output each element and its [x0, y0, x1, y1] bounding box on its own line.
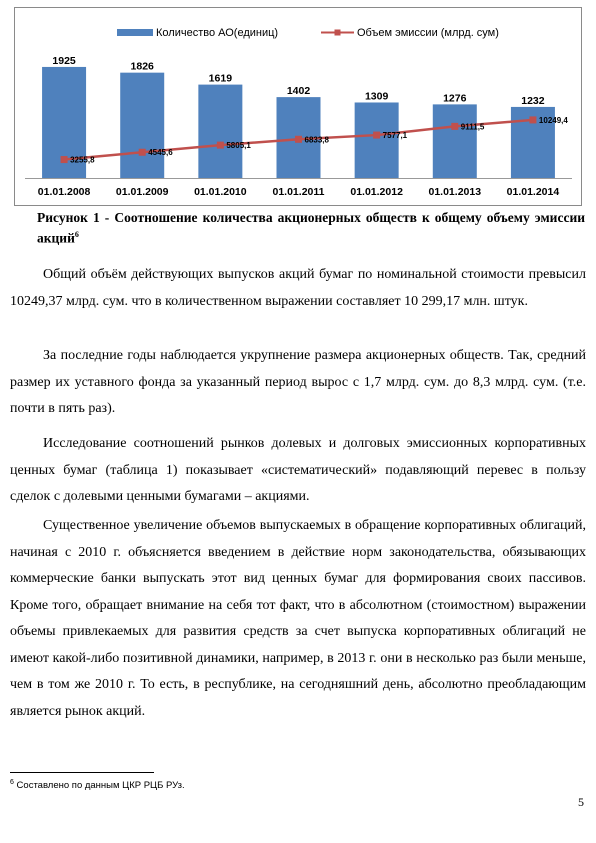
paragraph-2: За последние годы наблюдается укрупнение размера акционерных обществ. Так, средний размер их уставного фонда за указанный период вырос с 1,7 млрд. сум. до 8,3 млрд. сум. (т.е. почти в пять раз). — [10, 348, 586, 416]
page-number: 5 — [578, 795, 584, 809]
line-data-label: 7577,1 — [382, 131, 408, 141]
line-marker — [217, 142, 224, 149]
x-tick-label: 01.01.2010 — [194, 186, 247, 198]
bar-data-label: 1619 — [208, 72, 233, 85]
figure-caption — [37, 209, 585, 247]
legend-swatch-bar — [117, 29, 153, 36]
line-data-label: 4545,6 — [148, 148, 173, 158]
bar-data-label: 1309 — [364, 90, 389, 103]
bar-data-label: 1826 — [130, 60, 154, 73]
line-data-label: 5805,1 — [226, 141, 251, 151]
x-tick-label: 01.01.2011 — [272, 186, 325, 198]
caption-text: Рисунок 1 - Соотношение количества акционерных обществ к общему объему эмиссии акций — [37, 210, 585, 246]
line-data-label: 10249,4 — [538, 115, 568, 125]
x-tick-label: 01.01.2013 — [428, 186, 482, 198]
bar-data-label: 1276 — [443, 92, 467, 105]
line-data-label: 3255,8 — [70, 155, 95, 165]
paragraph-3: Исследование соотношений рынков долевых и долговых эмиссионных корпоративных ценных бумаг (таблица 1) показывает «систематический» подавляющий перевес в пользу сделок с долевыми ценными бумагами – акциями. — [10, 436, 586, 504]
x-tick-label: 01.01.2014 — [506, 186, 560, 198]
footnote-separator — [10, 772, 154, 773]
bar — [120, 73, 164, 178]
caption-footnote-ref: 6 — [74, 230, 79, 239]
line-marker — [529, 116, 536, 123]
paragraph-4: Существенное увеличение объемов выпускаемых в обращение корпоративных облигаций, начиная с 2010 г. объясняется введением в действие норм законодательства, обязывающих коммерческие банки выпускать этот вид ценных бумаг для формирования своих пассивов. Кроме того, обращает внимание на себя тот факт, что в абсолютном (стоимостном) выражении объемы привлекаемых для развития средств за счет выпуска корпоративных облигаций не имеют какой-либо позитивной динамики, например, в 2013 г. они в несколько раз были меньше, чем в том же 2010 г. То есть, в республике, на сегодняшний день, абсолютно преобладающим является рынок акций. — [10, 518, 586, 719]
line-marker — [295, 136, 302, 143]
footnote-ref: 6 — [10, 779, 14, 786]
line-marker — [451, 123, 458, 130]
bar — [198, 85, 242, 178]
legend-label-bar: Количество АО(единиц) — [156, 27, 279, 39]
footnote-text: Составлено по данным ЦКР РЦБ РУз. — [16, 780, 185, 792]
paragraph-1: Общий объём действующих выпусков акций бумаг по номинальной стоимости превысил 10249,37 млрд. сум. что в количественном выражении составляет 10 299,17 млн. штук. — [10, 267, 586, 309]
legend-label-line: Объем эмиссии (млрд. сум) — [357, 27, 499, 39]
bar — [355, 102, 399, 178]
footnote — [10, 777, 410, 792]
line-data-label: 6833,8 — [304, 135, 329, 145]
chart — [14, 7, 582, 206]
bar-data-label: 1925 — [52, 54, 76, 67]
chart-svg — [15, 8, 583, 207]
line-marker — [61, 156, 68, 163]
x-tick-label: 01.01.2008 — [37, 186, 91, 198]
bar-data-label: 1402 — [286, 85, 311, 98]
line-data-label: 9111,5 — [460, 122, 485, 132]
line-marker — [139, 149, 146, 156]
legend-marker-line — [335, 30, 341, 36]
bar — [433, 104, 477, 178]
x-tick-label: 01.01.2012 — [350, 186, 403, 198]
bar-data-label: 1232 — [521, 94, 545, 107]
line-marker — [373, 132, 380, 139]
x-tick-label: 01.01.2009 — [115, 186, 169, 198]
